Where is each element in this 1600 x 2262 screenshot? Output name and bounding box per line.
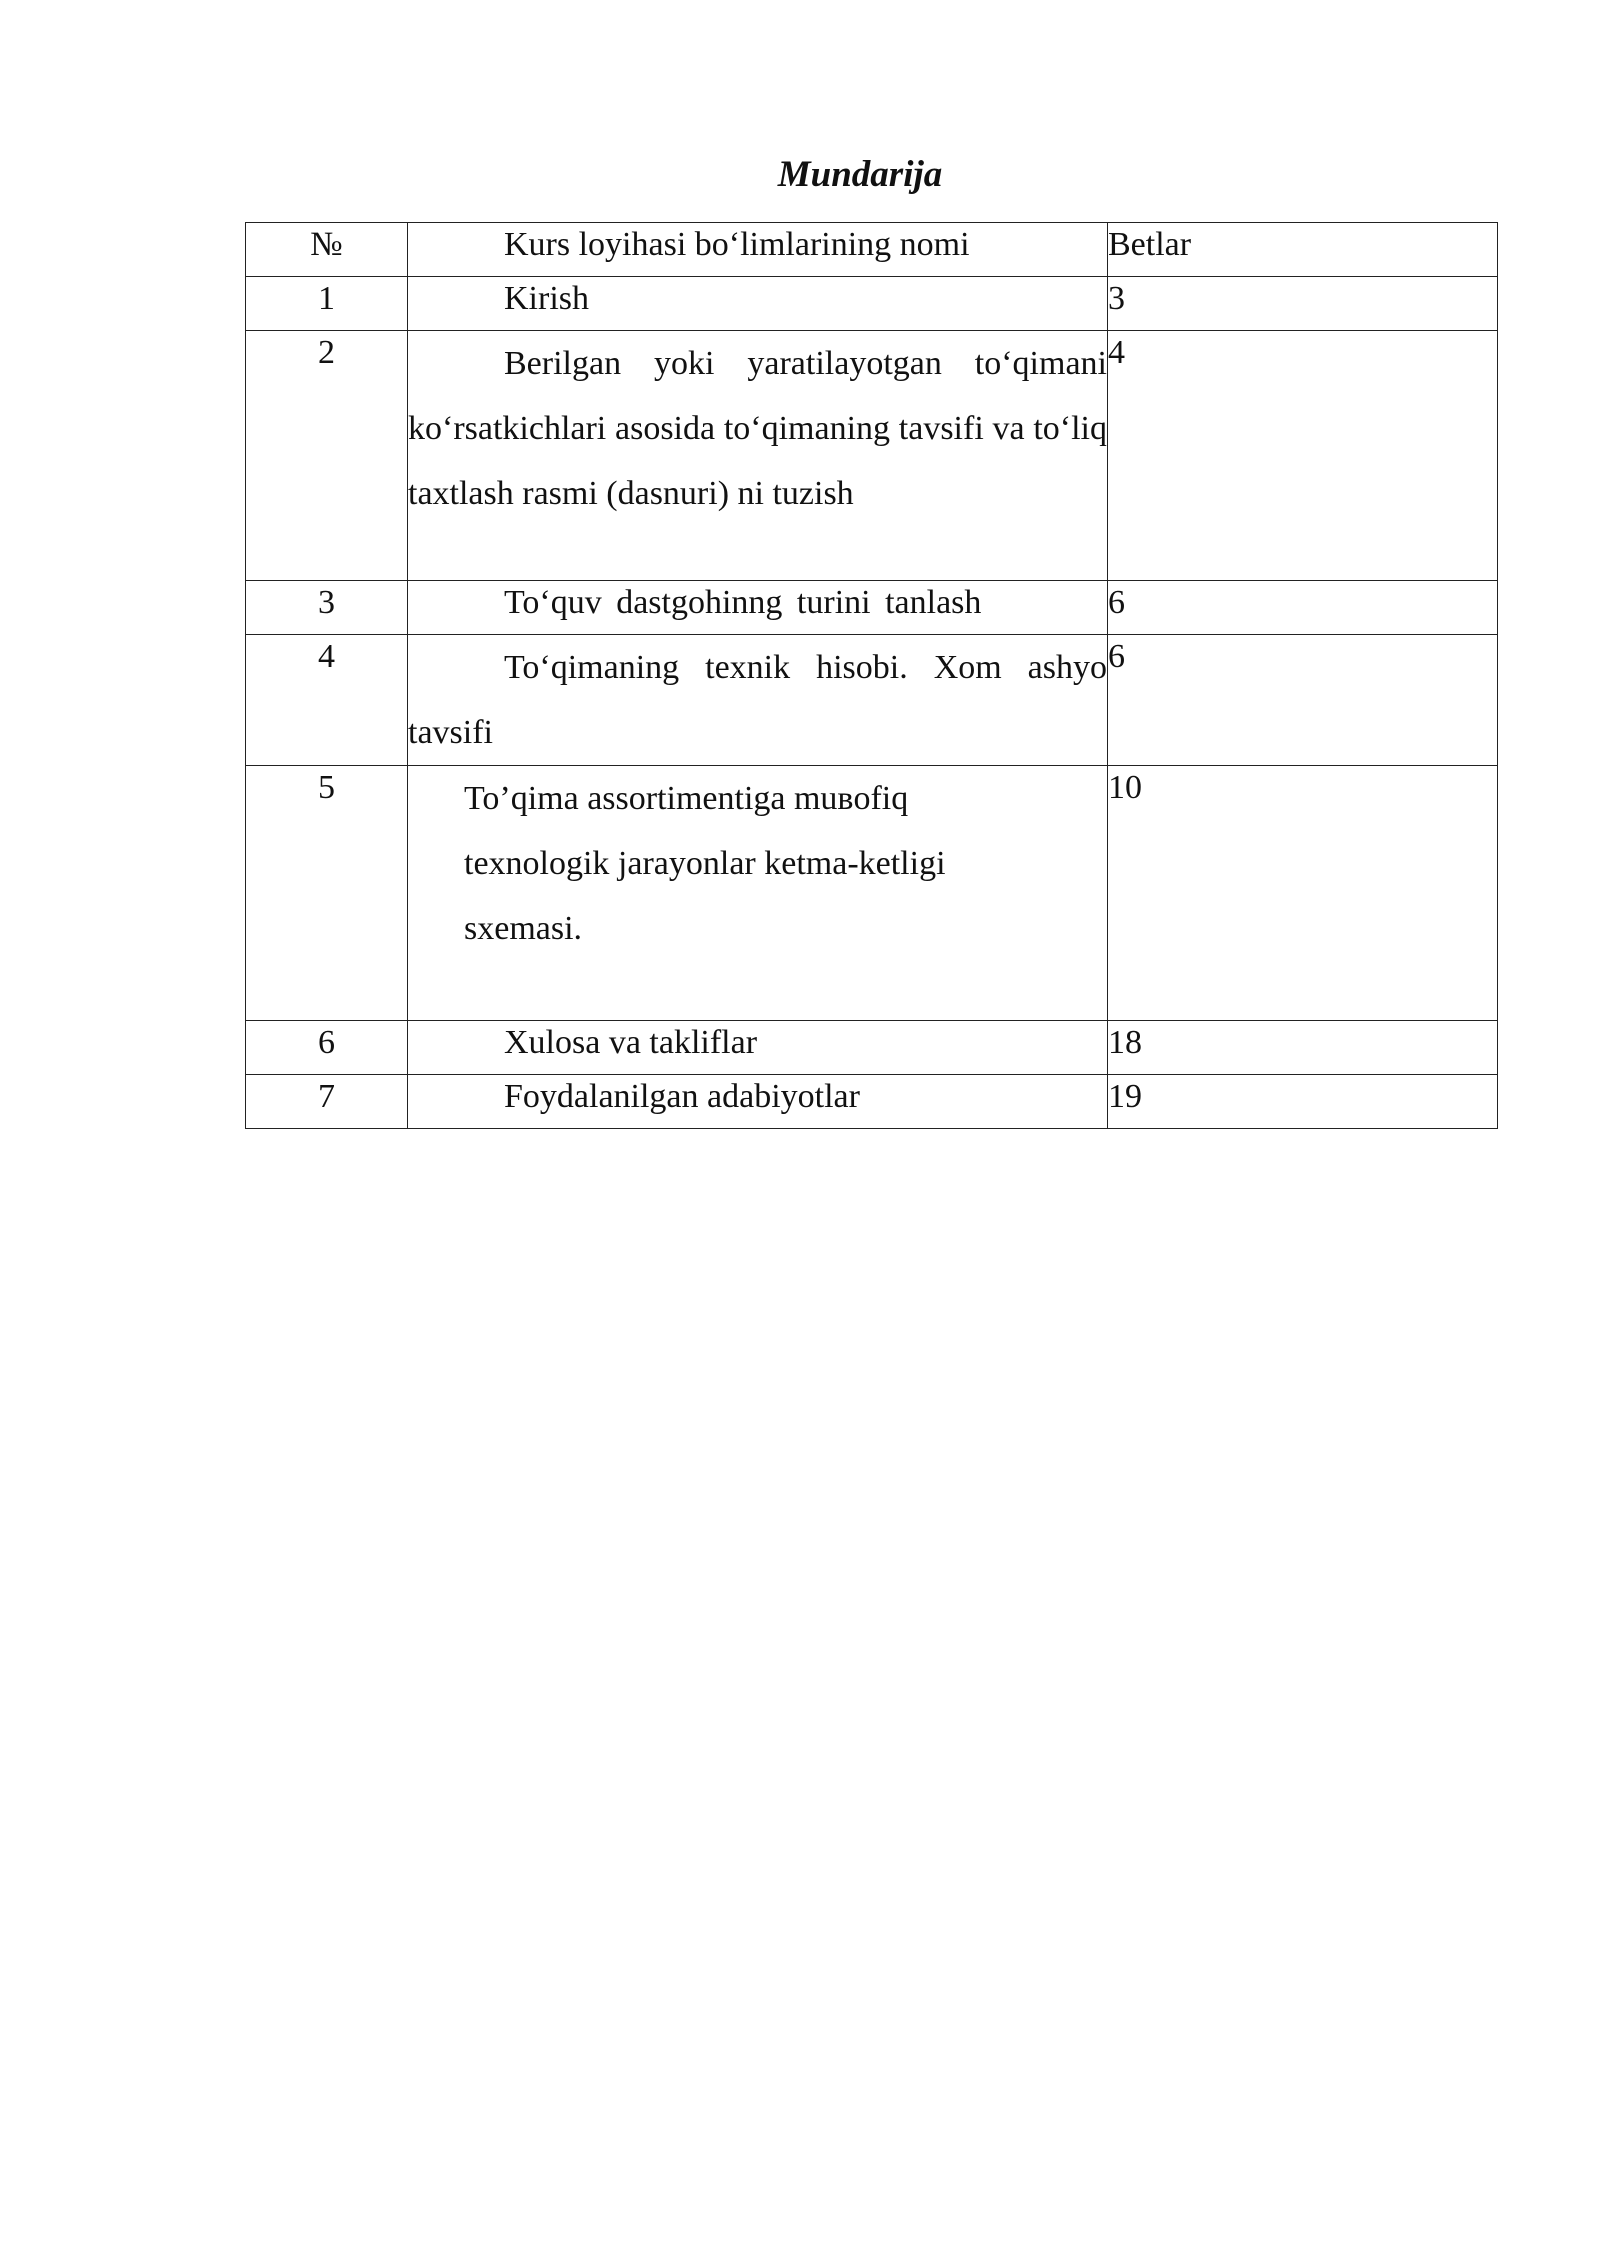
row-number: 1 xyxy=(246,277,408,331)
table-row xyxy=(246,277,1498,331)
page-title: Mundarija xyxy=(777,154,943,195)
row-number: 5 xyxy=(246,766,408,1021)
contents-table xyxy=(245,222,1498,1129)
header-pages: Betlar xyxy=(1108,223,1498,277)
row-pages: 19 xyxy=(1108,1075,1498,1129)
table-header-row xyxy=(246,223,1498,277)
table-row xyxy=(246,581,1498,635)
row-number: 6 xyxy=(246,1021,408,1075)
table-row xyxy=(246,331,1498,581)
header-section-name: Kurs loyihasi bo‘limlarining nomi xyxy=(408,223,1108,277)
row-number: 4 xyxy=(246,635,408,766)
row-section-name: Xulosa va takliflar xyxy=(408,1021,1108,1075)
header-number: № xyxy=(246,223,408,277)
row-section-name: To’qima assortimentiga muвofiq texnologik jarayonlar ketma-ketligi sxemasi. xyxy=(408,766,1108,1021)
table-row xyxy=(246,1075,1498,1129)
row-pages: 18 xyxy=(1108,1021,1498,1075)
row-section-name: Foydalanilgan adabiyotlar xyxy=(408,1075,1108,1129)
table-row xyxy=(246,1021,1498,1075)
row-number: 3 xyxy=(246,581,408,635)
row-section-name: To‘qimaning texnik hisobi. Xom ashyo tavsifi xyxy=(408,635,1108,766)
row-pages: 6 xyxy=(1108,581,1498,635)
row-pages: 10 xyxy=(1108,766,1498,1021)
table-row xyxy=(246,635,1498,766)
table-row xyxy=(246,766,1498,1021)
row-section-name: Kirish xyxy=(408,277,1108,331)
row-section-name: Berilgan yoki yaratilayotgan to‘qimani ko‘rsatkichlari asosida to‘qimaning tavsifi va to‘liq taxtlash rasmi (dasnuri) ni tuzish xyxy=(408,331,1108,581)
row-number: 2 xyxy=(246,331,408,581)
row-pages: 3 xyxy=(1108,277,1498,331)
row-number: 7 xyxy=(246,1075,408,1129)
row-section-name: To‘quv dastgohinng turini tanlash xyxy=(408,581,1108,635)
row-pages: 6 xyxy=(1108,635,1498,766)
row-pages: 4 xyxy=(1108,331,1498,581)
